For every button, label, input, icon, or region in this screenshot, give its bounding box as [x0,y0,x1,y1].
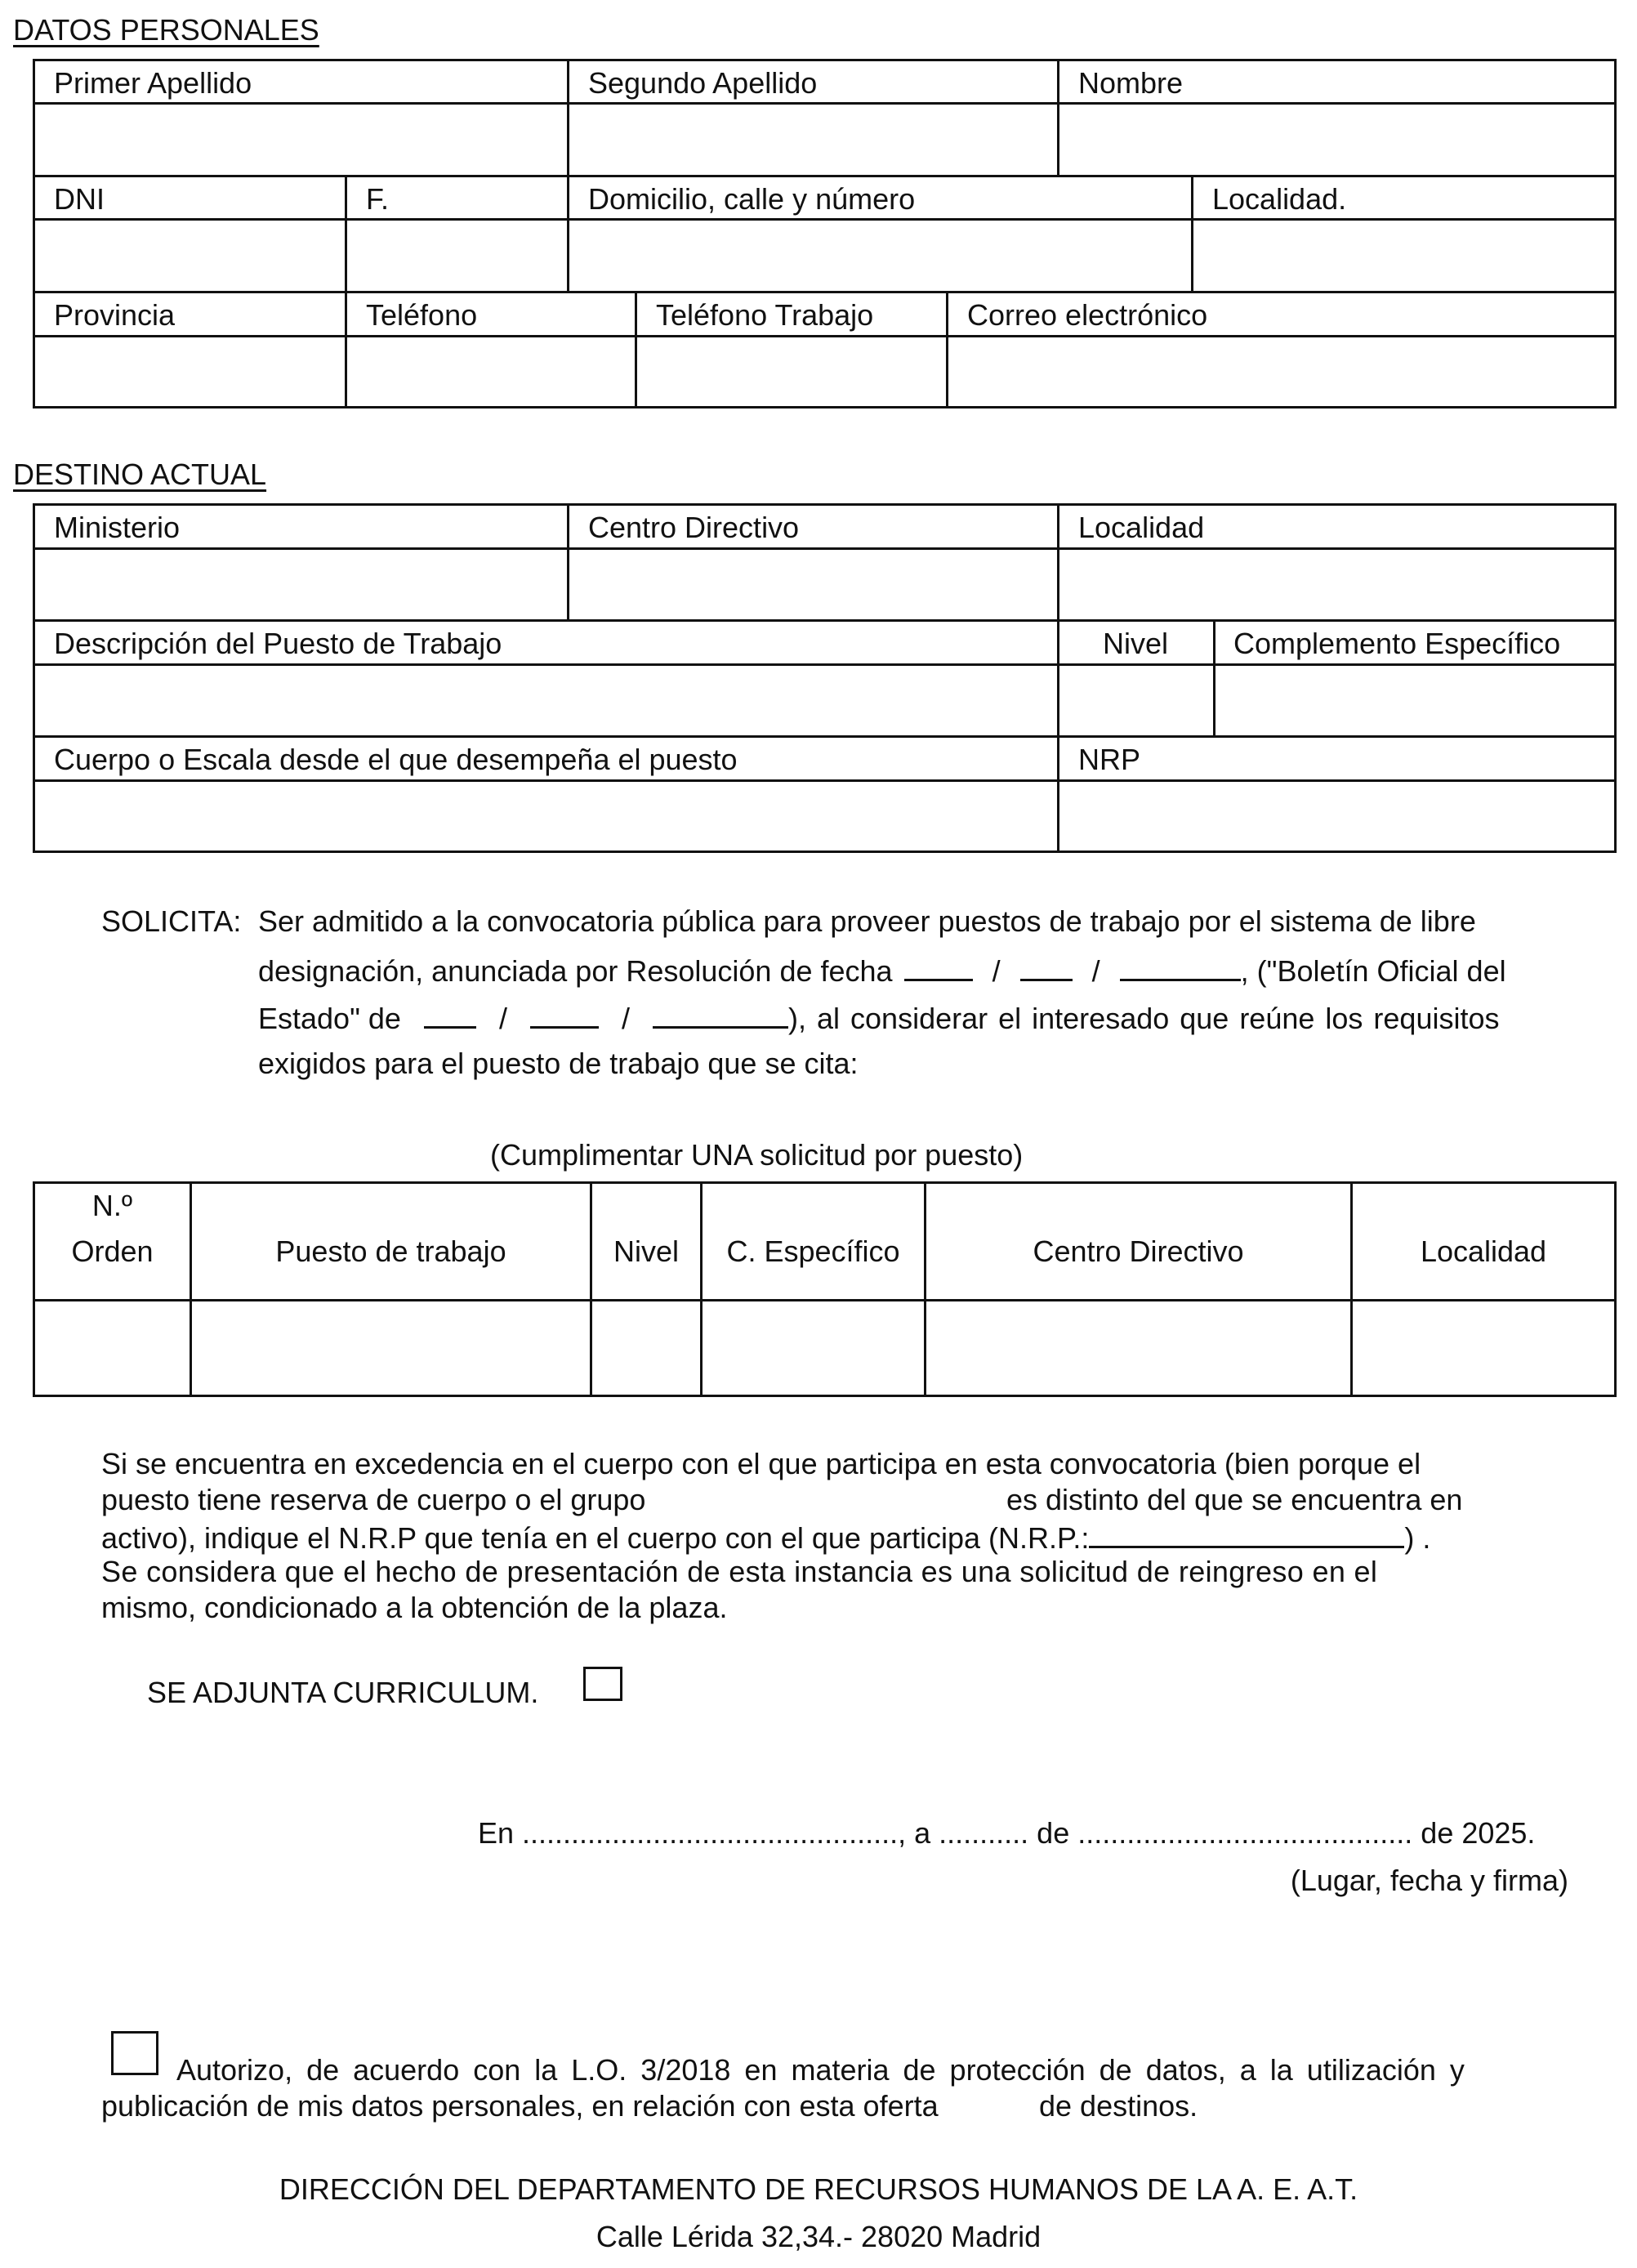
excedencia-line3: activo), indique el N.R.P que tenía en el cuerpo con el que participa (N.R.P.: ) . [101,1521,1431,1555]
input-localidad[interactable] [1193,221,1614,291]
fecha-dia-blank[interactable] [904,954,973,981]
curriculum-checkbox[interactable] [583,1667,622,1701]
curriculum-label: SE ADJUNTA CURRICULUM. [147,1676,539,1709]
header-orden: N.º Orden [71,1189,154,1268]
label-dni: DNI [54,182,105,216]
autorizo-line1: Autorizo, de acuerdo con la L.O. 3/2018 en materia de protección de datos, a la utilización y [176,2053,1465,2087]
section-title-datos-personales: DATOS PERSONALES [13,13,319,47]
autorizo-line2a: publicación de mis datos personales, en relación con esta oferta [101,2089,939,2123]
label-nivel: Nivel [1103,627,1169,660]
section-title-destino-actual: DESTINO ACTUAL [13,458,267,491]
input-centro-directivo[interactable] [569,550,1057,619]
solicita-label: SOLICITA: [101,904,242,938]
excedencia-line2b: es distinto del que se encuentra en [1006,1483,1463,1516]
label-ministerio: Ministerio [54,511,181,544]
label-localidad-destino: Localidad [1078,511,1205,544]
label-correo: Correo electrónico [967,298,1208,332]
solicita-line2: designación, anunciada por Resolución de fecha / / , ("Boletín Oficial del [258,954,1506,988]
header-puesto: Puesto de trabajo [275,1234,506,1268]
footer-address: Calle Lérida 32,34.- 28020 Madrid [595,2220,1042,2253]
input-nrp[interactable] [1059,782,1614,850]
nrp-blank[interactable] [1089,1521,1404,1548]
solicita-line4: exigidos para el puesto de trabajo que se cita: [258,1047,859,1080]
input-provincia[interactable] [35,337,345,406]
input-descripcion-puesto[interactable] [35,666,1057,735]
input-telefono-trabajo[interactable] [637,337,946,406]
input-centro[interactable] [926,1301,1350,1395]
boe-mes-blank[interactable] [530,1002,599,1029]
label-localidad: Localidad. [1212,182,1347,216]
solicita-line3: Estado" de / / ), al considerar el interesado que reúne los requisitos [258,1002,1500,1035]
label-descripcion-puesto: Descripción del Puesto de Trabajo [54,627,502,660]
label-nombre: Nombre [1078,66,1184,100]
input-telefono[interactable] [347,337,635,406]
puestos-note: (Cumplimentar UNA solicitud por puesto) [490,1138,1024,1172]
label-provincia: Provincia [54,298,176,332]
label-domicilio: Domicilio, calle y número [588,182,916,216]
header-nivel: Nivel [613,1234,679,1268]
header-localidad: Localidad [1420,1234,1547,1268]
input-primer-apellido[interactable] [35,105,567,175]
label-cuerpo-escala: Cuerpo o Escala desde el que desempeña el puesto [54,743,738,776]
input-puesto[interactable] [192,1301,590,1395]
label-telefono: Teléfono [366,298,478,332]
input-ministerio[interactable] [35,550,567,619]
solicita-line1: Ser admitido a la convocatoria pública para proveer puestos de trabajo por el sistema de libre [258,904,1476,938]
excedencia-line2a: puesto tiene reserva de cuerpo o el grupo [101,1483,646,1516]
input-nombre[interactable] [1059,105,1614,175]
excedencia-line1: Si se encuentra en excedencia en el cuerpo con el que participa en esta convocatoria (bien porque el [101,1447,1421,1480]
input-nivel[interactable] [1059,666,1213,735]
autorizo-checkbox[interactable] [111,2031,158,2075]
label-centro-directivo: Centro Directivo [588,511,800,544]
boe-dia-blank[interactable] [424,1002,476,1029]
label-f: F. [366,182,390,216]
excedencia-line4: Se considera que el hecho de presentación de esta instancia es una solicitud de reingreso en el [101,1555,1378,1588]
label-segundo-apellido: Segundo Apellido [588,66,818,100]
input-correo[interactable] [948,337,1614,406]
label-primer-apellido: Primer Apellido [54,66,252,100]
boe-anio-blank[interactable] [653,1002,788,1029]
input-orden[interactable] [35,1301,190,1395]
label-telefono-trabajo: Teléfono Trabajo [656,298,874,332]
input-domicilio[interactable] [569,221,1191,291]
header-especifico: C. Específico [726,1234,900,1268]
input-cuerpo-escala[interactable] [35,782,1057,850]
input-localidad-puesto[interactable] [1353,1301,1614,1395]
fecha-anio-blank[interactable] [1120,954,1241,981]
firma-line: En .............................................., a ........... de ......................................... de 2025. [478,1816,1536,1850]
input-f[interactable] [347,221,567,291]
label-nrp: NRP [1078,743,1141,776]
input-especifico[interactable] [703,1301,924,1395]
firma-note: (Lugar, fecha y firma) [1290,1864,1568,1897]
input-complemento-especifico[interactable] [1215,666,1614,735]
autorizo-line2b: de destinos. [1039,2089,1198,2123]
header-centro: Centro Directivo [1033,1234,1244,1268]
input-localidad-destino[interactable] [1059,550,1614,619]
footer-direccion: DIRECCIÓN DEL DEPARTAMENTO DE RECURSOS HUMANOS DE LA A. E. A.T. [279,2172,1358,2206]
input-segundo-apellido[interactable] [569,105,1057,175]
label-complemento-especifico: Complemento Específico [1233,627,1561,660]
input-dni[interactable] [35,221,345,291]
input-nivel-puesto[interactable] [592,1301,700,1395]
excedencia-line5: mismo, condicionado a la obtención de la plaza. [101,1591,728,1624]
fecha-mes-blank[interactable] [1020,954,1073,981]
